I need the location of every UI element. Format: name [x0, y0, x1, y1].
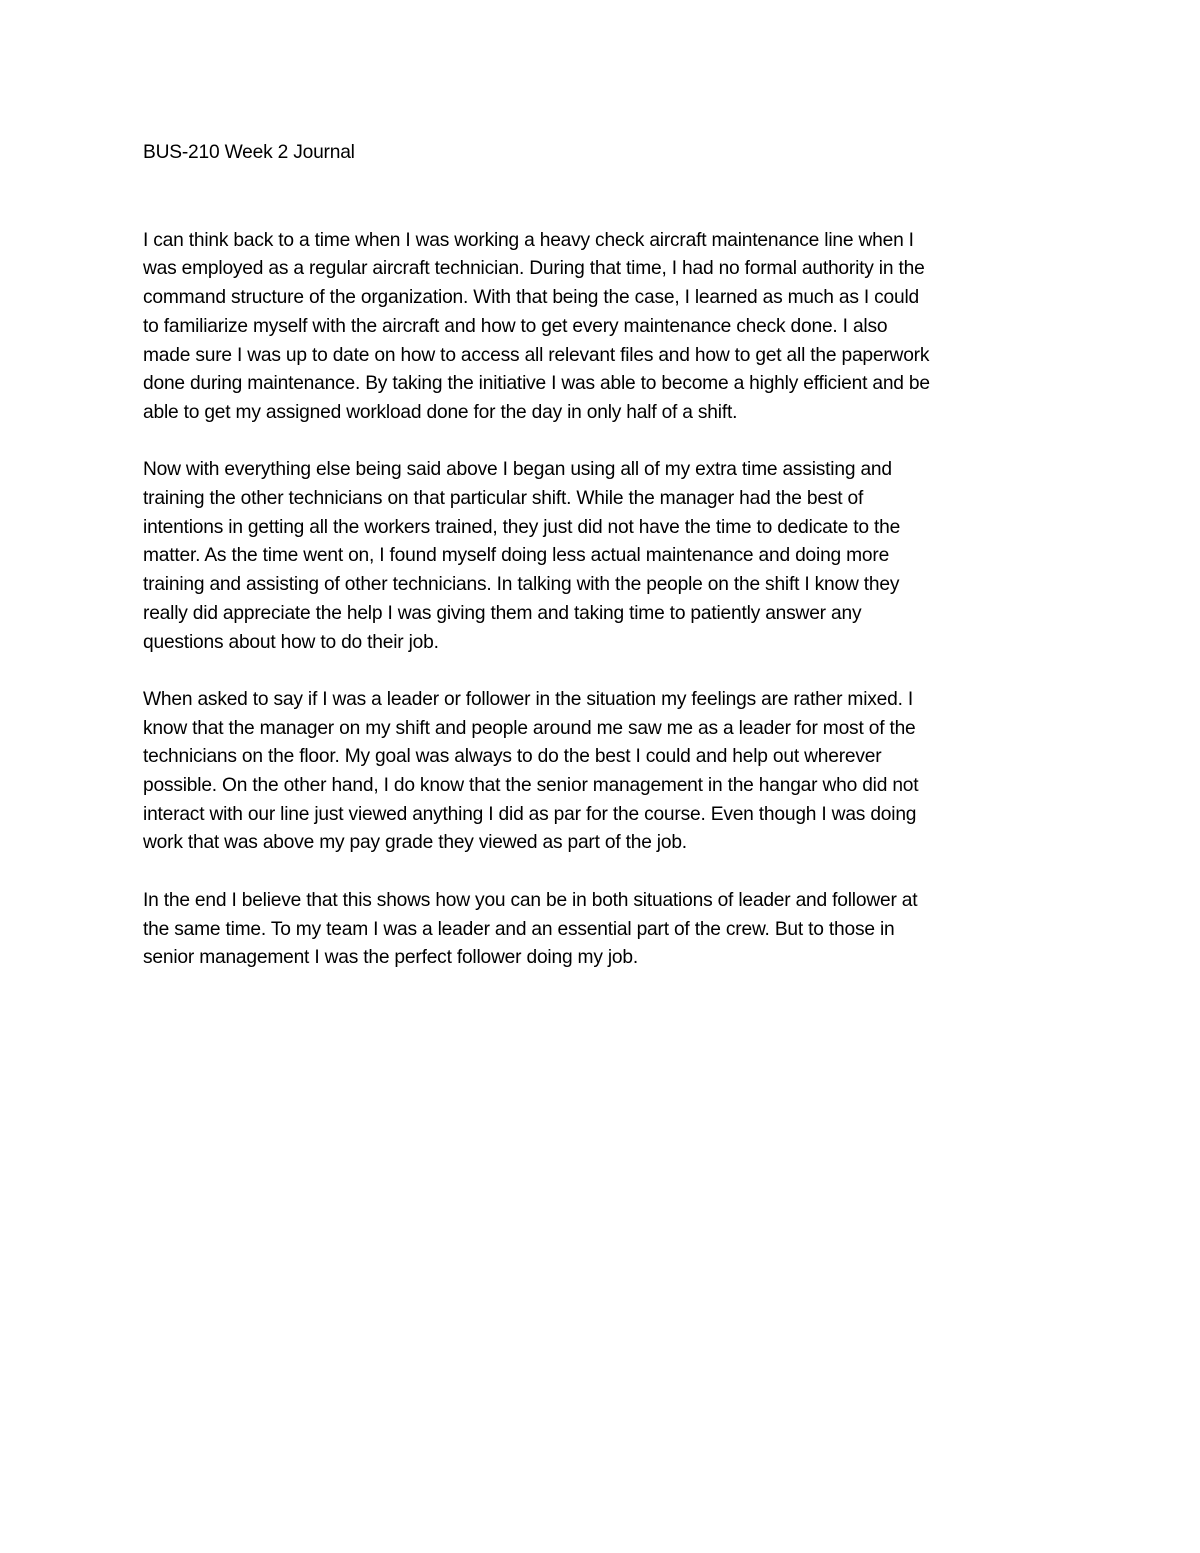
- text-line: done during maintenance. By taking the initiative I was able to become a highly efficient and be: [143, 373, 930, 395]
- document-body: [143, 139, 1063, 1002]
- text-line: able to get my assigned workload done for the day in only half of a shift.: [143, 401, 738, 423]
- text-line: I can think back to a time when I was working a heavy check aircraft maintenance line when I: [143, 229, 914, 251]
- text-line: training and assisting of other technicians. In talking with the people on the shift I know they: [143, 574, 900, 596]
- document-title: BUS-210 Week 2 Journal: [143, 142, 355, 163]
- text-line: technicians on the floor. My goal was always to do the best I could and help out wherever: [143, 746, 882, 768]
- text-line: Now with everything else being said above I began using all of my extra time assisting and: [143, 459, 892, 481]
- text-line: work that was above my pay grade they viewed as part of the job.: [143, 832, 687, 854]
- text-line: When asked to say if I was a leader or follower in the situation my feelings are rather mixed. I: [143, 688, 913, 710]
- text-line: In the end I believe that this shows how you can be in both situations of leader and follower at: [143, 889, 918, 911]
- paragraph-2: [143, 456, 1063, 657]
- text-line: possible. On the other hand, I do know that the senior management in the hangar who did not: [143, 775, 919, 797]
- text-line: command structure of the organization. With that being the case, I learned as much as I could: [143, 287, 919, 309]
- text-line: made sure I was up to date on how to access all relevant files and how to get all the paperwork: [143, 344, 930, 366]
- text-line: intentions in getting all the workers trained, they just did not have the time to dedicate to the: [143, 516, 901, 538]
- text-line: the same time. To my team I was a leader and an essential part of the crew. But to those in: [143, 918, 895, 940]
- text-line: training the other technicians on that particular shift. While the manager had the best of: [143, 488, 864, 510]
- text-line: questions about how to do their job.: [143, 631, 439, 653]
- paragraph-4: [143, 887, 1063, 973]
- text-line: know that the manager on my shift and people around me saw me as a leader for most of the: [143, 717, 916, 739]
- text-line: really did appreciate the help I was giving them and taking time to patiently answer any: [143, 602, 862, 624]
- text-line: matter. As the time went on, I found myself doing less actual maintenance and doing more: [143, 545, 890, 567]
- text-line: to familiarize myself with the aircraft and how to get every maintenance check done. I also: [143, 315, 888, 337]
- text-line: was employed as a regular aircraft technician. During that time, I had no formal authority in the: [143, 258, 925, 280]
- paragraph-3: [143, 686, 1063, 858]
- paragraph-1: [143, 227, 1063, 428]
- text-line: interact with our line just viewed anything I did as par for the course. Even though I was doing: [143, 803, 917, 825]
- text-line: senior management I was the perfect follower doing my job.: [143, 947, 638, 969]
